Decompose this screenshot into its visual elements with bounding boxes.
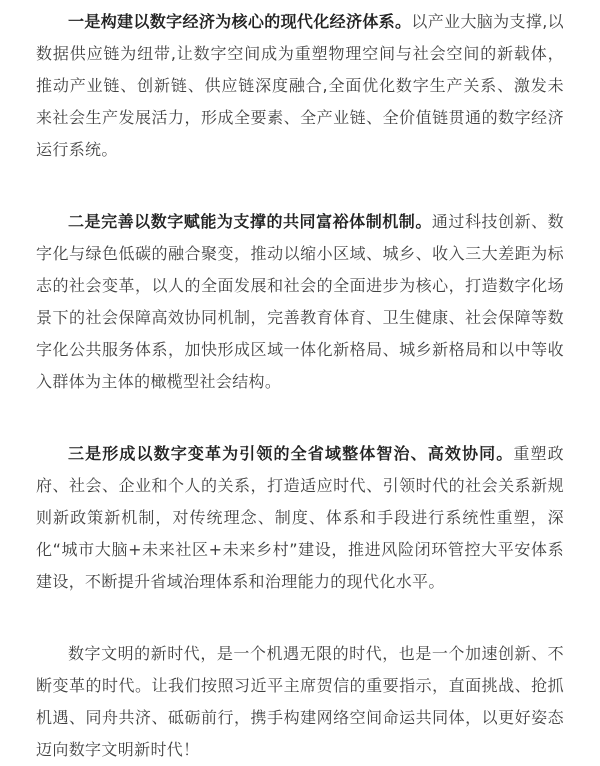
paragraph-text: 以产业大脑为支撑,以数据供应链为纽带,让数字空间成为重塑物理空间与社会空间的新载体，推动产业链、创新链、供应链深度融合,全面优化数字生产关系、激发未来社会生产发展活力，形成全要素、全产业链、全价值链贯通的数字经济运行系统。	[36, 12, 564, 159]
paragraph-lead: 二是完善以数字赋能为支撑的共同富裕体制机制。	[68, 212, 432, 231]
paragraph-governance	[36, 438, 564, 598]
article-body	[36, 6, 564, 766]
paragraph-text: 通过科技创新、数字化与绿色低碳的融合聚变，推动以缩小区域、城乡、收入三大差距为标志的社会变革，以人的全面发展和社会的全面进步为核心，打造数字化场景下的社会保障高效协同机制，完善教育体育、卫生健康、社会保障等数字化公共服务体系，加快形成区域一体化新格局、城乡新格局和以中等收入群体为主体的橄榄型社会结构。	[36, 212, 564, 391]
paragraph-lead: 一是构建以数字经济为核心的现代化经济体系。	[68, 12, 412, 31]
paragraph-lead: 三是形成以数字变革为引领的全省域整体智治、高效协同。	[68, 444, 514, 463]
paragraph-text: 重塑政府、社会、企业和个人的关系，打造适应时代、引领时代的社会关系新规则新政策新机制，对传统理念、制度、体系和手段进行系统性重塑，深化“城市大脑+未来社区+未来乡村”建设，推进风险闭环管控大平安体系建设，不断提升省域治理体系和治理能力的现代化水平。	[36, 444, 564, 591]
paragraph-common-prosperity	[36, 206, 564, 398]
paragraph-text: 数字文明的新时代，是一个机遇无限的时代，也是一个加速创新、不断变革的时代。让我们按照习近平主席贺信的重要指示，直面挑战、抢抓机遇、同舟共济、砥砺前行，携手构建网络空间命运共同体，以更好姿态迈向数字文明新时代！	[36, 644, 564, 759]
paragraph-digital-economy	[36, 6, 564, 166]
paragraph-conclusion	[36, 638, 564, 766]
